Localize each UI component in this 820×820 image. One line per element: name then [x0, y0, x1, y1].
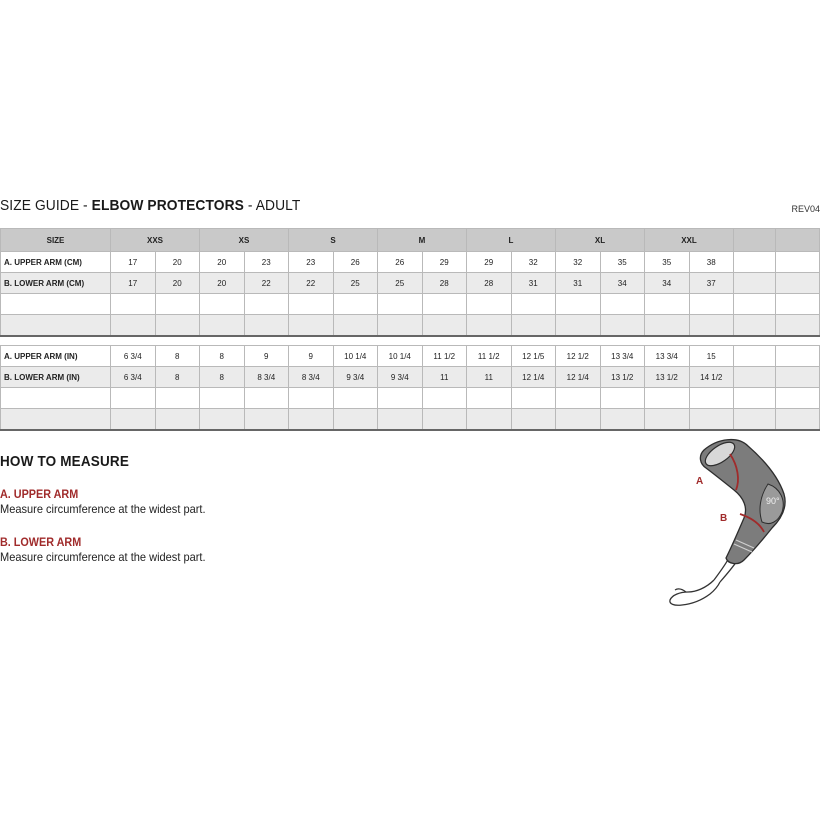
label-a: A: [696, 476, 704, 487]
table-cell: 12 1/4: [556, 367, 601, 388]
table-cell: 22: [244, 273, 289, 294]
table-cell: 26: [378, 252, 423, 273]
table-row-empty: [1, 315, 820, 337]
table-cell: 28: [467, 273, 512, 294]
how-to-measure-section: [0, 453, 420, 564]
table-cell: 34: [645, 273, 690, 294]
table-cell: 37: [689, 273, 734, 294]
table-cell: 32: [556, 252, 601, 273]
empty-cell: [776, 273, 820, 294]
hand-outline: [670, 580, 720, 605]
table-cell: 35: [600, 252, 645, 273]
table-cell: 10 1/4: [333, 346, 378, 367]
table-cell: 38: [689, 252, 734, 273]
empty-cell: [734, 252, 776, 273]
table-cell: 12 1/2: [556, 346, 601, 367]
table-cell: 32: [511, 252, 556, 273]
table-cell: 13 1/2: [600, 367, 645, 388]
row-label: A. UPPER ARM (IN): [1, 346, 111, 367]
thumb-outline: [675, 589, 686, 592]
page-title: [0, 197, 300, 214]
table-cell: 20: [155, 273, 200, 294]
upper-arm-description: Measure circumference at the widest part.: [0, 502, 206, 516]
size-header-row: [1, 229, 820, 252]
size-table: [0, 228, 820, 431]
table-cell: 31: [556, 273, 601, 294]
title-prefix: SIZE GUIDE -: [0, 197, 92, 214]
table-cell: 8 3/4: [244, 367, 289, 388]
angle-label: 90°: [766, 496, 780, 506]
table-cell: 8: [200, 346, 245, 367]
row-label: B. LOWER ARM (IN): [1, 367, 111, 388]
table-cell: 20: [200, 273, 245, 294]
row-label: A. UPPER ARM (CM): [1, 252, 111, 273]
table-cell: 13 3/4: [645, 346, 690, 367]
table-cell: 17: [111, 252, 156, 273]
table-cell: 35: [645, 252, 690, 273]
table-cell: 8 3/4: [289, 367, 334, 388]
empty-cell: [776, 229, 820, 252]
table-cell: 23: [289, 252, 334, 273]
lower-arm-description: Measure circumference at the widest part.: [0, 550, 206, 564]
table-row: [1, 252, 820, 273]
table-cell: 14 1/2: [689, 367, 734, 388]
table-gap: [1, 336, 820, 346]
lower-arm-title: B. LOWER ARM: [0, 535, 82, 549]
table-cell: 34: [600, 273, 645, 294]
empty-cell: [734, 273, 776, 294]
table-cell: 6 3/4: [111, 346, 156, 367]
size-header-cell: L: [467, 229, 556, 252]
table-cell: 20: [200, 252, 245, 273]
table-cell: 28: [422, 273, 467, 294]
table-cell: 15: [689, 346, 734, 367]
table-cell: 11 1/2: [422, 346, 467, 367]
size-header-cell: M: [378, 229, 467, 252]
table-cell: 29: [467, 252, 512, 273]
size-header-cell: XXL: [645, 229, 734, 252]
title-suffix: - ADULT: [243, 197, 301, 214]
table-cell: 9: [289, 346, 334, 367]
size-header-cell: S: [289, 229, 378, 252]
table-row-empty: [1, 388, 820, 409]
table-cell: 25: [378, 273, 423, 294]
empty-cell: [776, 252, 820, 273]
label-b: B: [720, 513, 728, 524]
table-cell: 8: [155, 346, 200, 367]
how-to-measure-heading: HOW TO MEASURE: [0, 453, 130, 470]
row-label: B. LOWER ARM (CM): [1, 273, 111, 294]
table-cell: 6 3/4: [111, 367, 156, 388]
table-cell: 11: [422, 367, 467, 388]
table-cell: 25: [333, 273, 378, 294]
table-row: [1, 273, 820, 294]
title-product: ELBOW PROTECTORS: [91, 197, 244, 214]
table-cell: 9 3/4: [333, 367, 378, 388]
table-cell: 22: [289, 273, 334, 294]
table-cell: 12 1/4: [511, 367, 556, 388]
size-header-label: SIZE: [1, 229, 111, 252]
table-cell: 13 1/2: [645, 367, 690, 388]
table-cell: 26: [333, 252, 378, 273]
arm-measurement-diagram: [660, 432, 795, 617]
table-cell: 10 1/4: [378, 346, 423, 367]
empty-cell: [776, 367, 820, 388]
table-cell: 23: [244, 252, 289, 273]
size-header-cell: XL: [556, 229, 645, 252]
table-cell: 17: [111, 273, 156, 294]
table-cell: 9 3/4: [378, 367, 423, 388]
empty-cell: [734, 346, 776, 367]
table-cell: 29: [422, 252, 467, 273]
table-cell: 11: [467, 367, 512, 388]
table-cell: 9: [244, 346, 289, 367]
table-row: [1, 346, 820, 367]
revision-code: REV04: [791, 204, 820, 214]
table-cell: 31: [511, 273, 556, 294]
table-cell: 8: [200, 367, 245, 388]
upper-arm-title: A. UPPER ARM: [0, 487, 79, 501]
size-header-cell: XS: [200, 229, 289, 252]
table-row-empty: [1, 294, 820, 315]
table-cell: 12 1/5: [511, 346, 556, 367]
empty-cell: [776, 346, 820, 367]
table-cell: 11 1/2: [467, 346, 512, 367]
empty-cell: [734, 229, 776, 252]
table-cell: 8: [155, 367, 200, 388]
table-cell: 13 3/4: [600, 346, 645, 367]
table-row: [1, 367, 820, 388]
empty-cell: [734, 367, 776, 388]
size-header-cell: XXS: [111, 229, 200, 252]
table-row-empty: [1, 409, 820, 431]
table-cell: 20: [155, 252, 200, 273]
